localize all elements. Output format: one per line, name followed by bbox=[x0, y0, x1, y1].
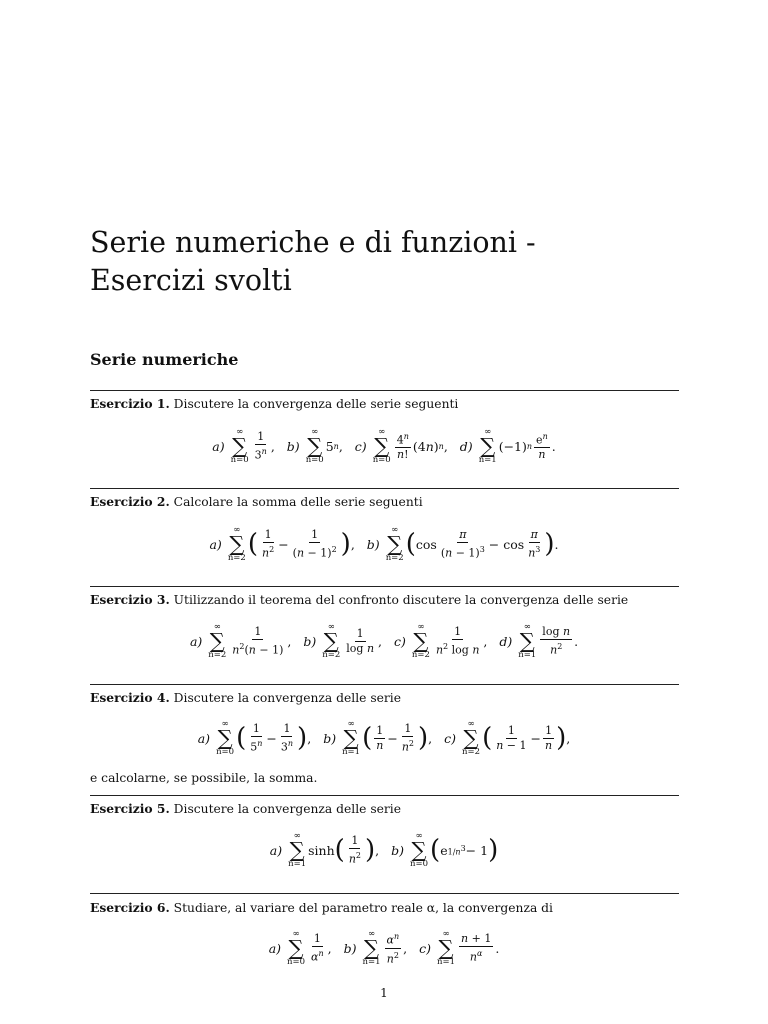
exercise-6-text: Studiare, al variare del parametro reale α, la convergenza di bbox=[173, 901, 553, 915]
exercise-5-label: Esercizio 5. bbox=[90, 801, 170, 816]
exercise-4-heading bbox=[90, 690, 401, 705]
exercise-3-label: Esercizio 3. bbox=[90, 592, 170, 607]
exercise-2-text: Calcolare la somma delle serie seguenti bbox=[173, 495, 423, 509]
divider-5 bbox=[90, 795, 679, 796]
divider-4 bbox=[90, 684, 679, 685]
divider-2 bbox=[90, 488, 679, 489]
exercise-4-text: Discutere la convergenza delle serie bbox=[173, 691, 401, 705]
divider-3 bbox=[90, 586, 679, 587]
exercise-3-formulas: a) ∞ ∑ n=2 $\frac{1}{n^2(n - 1)}$ , b) ∞ ∑ n=2 $\frac{1}{\text{log n}}$ , c) ∞ ∑ n=2 $\frac{1}{n^2 \log n}$ , d) ∞ ∑ n=1 $\frac{\text{log n}}{n^2}$ . bbox=[189, 621, 579, 660]
page-number: 1 bbox=[380, 986, 388, 1000]
exercise-2-heading bbox=[90, 494, 423, 509]
exercise-1-text: Discutere la convergenza delle serie seguenti bbox=[173, 397, 459, 411]
exercise-4-formulas: a) ∞ ∑ n=0 ( $\frac{1}{5^n}$ − $\frac{1}{3^n}$ ) , b) ∞ ∑ n=1 ( $\frac{1}{n}$ − $\frac{1}{n^2}$ ) , c) ∞ ∑ n=2 ( $\frac{1}{n - 1}$ − $\frac{1}{n}$ ) , bbox=[197, 718, 571, 757]
exercise-4-trailing-text: e calcolarne, se possibile, la somma. bbox=[90, 771, 318, 785]
exercise-2-formulas: a) ∞ ∑ n=2 ( $\frac{1}{n^2}$ − $\frac{1}{(n - 1)^2}$ ) , b) ∞ ∑ n=2 ( cos $\frac{\pi}{(n - 1)^3}$ − cos $\frac{\pi}{n^3}$ ) . bbox=[209, 524, 559, 563]
exercise-1-formulas: a) ∞ ∑ n=0 $\frac{1}{3^n}$ , b) ∞ ∑ n=0 5 n , c) ∞ ∑ n=0 $\frac{4^n}{n!}$ (4 n ) n , d) ∞ ∑ n=1 (−1) n $\frac{e^n}{n}$ . bbox=[212, 426, 556, 465]
exercise-5-formulas: a) ∞ ∑ n=1 sinh ( $\frac{1}{n^2}$ ) , b) ∞ ∑ n=0 ( e $1/n^3$ − 1 ) bbox=[269, 830, 499, 869]
exercise-1-heading bbox=[90, 396, 458, 411]
exercise-2-label: Esercizio 2. bbox=[90, 494, 170, 509]
exercise-5-heading bbox=[90, 801, 401, 816]
exercise-1-label: Esercizio 1. bbox=[90, 396, 170, 411]
exercise-6-label: Esercizio 6. bbox=[90, 900, 170, 915]
exercise-6-heading bbox=[90, 900, 553, 915]
divider-6 bbox=[90, 893, 679, 894]
exercise-3-heading bbox=[90, 592, 628, 607]
divider-1 bbox=[90, 390, 679, 391]
exercise-4-label: Esercizio 4. bbox=[90, 690, 170, 705]
exercise-3-text: Utilizzando il teorema del confronto discutere la convergenza delle serie bbox=[173, 593, 629, 607]
title-line-2: Esercizi svolti bbox=[90, 264, 292, 297]
exercise-5-text: Discutere la convergenza delle serie bbox=[173, 802, 401, 816]
exercise-6-formulas: a) ∞ ∑ n=0 $\frac{1}{\alpha^n}$ , b) ∞ ∑ n=1 $\frac{\alpha^n}{n^2}$ , c) ∞ ∑ n=1 $\frac{n + 1}{n^\alpha}$ . bbox=[268, 928, 500, 967]
title-line-1: Serie numeriche e di funzioni - bbox=[90, 226, 536, 259]
document-title bbox=[90, 224, 690, 300]
section-heading: Serie numeriche bbox=[90, 350, 239, 369]
